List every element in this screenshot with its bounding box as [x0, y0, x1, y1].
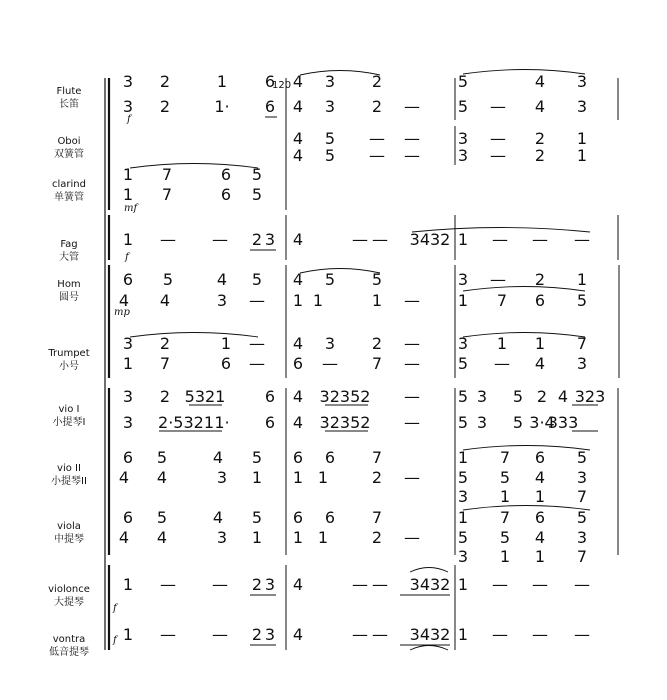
- dash-extension: —: [249, 354, 265, 373]
- note: 7: [576, 334, 588, 353]
- instrument-label-2: [30, 178, 108, 204]
- note: 4: [292, 129, 304, 148]
- note: 7: [576, 547, 588, 566]
- note: 3: [576, 354, 588, 373]
- instrument-name-cn: 小号: [59, 361, 79, 372]
- note: 1: [499, 547, 511, 566]
- note: 3: [576, 97, 588, 116]
- note: 3432: [409, 575, 451, 594]
- dash-extension: —: [404, 354, 420, 373]
- note: 5: [499, 468, 511, 487]
- note: 4: [156, 468, 168, 487]
- dash-extension: —: [532, 625, 548, 644]
- note: 4: [212, 508, 224, 527]
- note: 1: [499, 487, 511, 506]
- note: 4: [534, 97, 546, 116]
- instrument-name: viola: [57, 521, 81, 532]
- tempo-mark: 120: [272, 80, 292, 91]
- note: 7: [159, 354, 171, 373]
- instrument-name-cn: 大提琴: [54, 597, 84, 608]
- dynamic-mark: mf: [124, 203, 138, 214]
- instrument-name: vontra: [52, 634, 86, 645]
- note: 2: [159, 334, 171, 353]
- slur: [130, 164, 258, 169]
- note: 1: [371, 291, 383, 310]
- dash-extension: —: [492, 230, 508, 249]
- note: 4: [292, 270, 304, 289]
- dash-extension: —: [369, 146, 385, 165]
- note: 1: [457, 448, 469, 467]
- note: 5: [156, 508, 168, 527]
- note: 1: [251, 468, 263, 487]
- instrument-label-5: [30, 347, 108, 373]
- slur: [463, 70, 585, 75]
- note: 4: [292, 230, 304, 249]
- instrument-name-cn: 长笛: [59, 99, 79, 110]
- note: 5: [457, 468, 469, 487]
- note: 6: [264, 387, 276, 406]
- note: 5: [576, 508, 588, 527]
- note: 5: [251, 165, 263, 184]
- note: 5: [457, 413, 469, 432]
- note: 1: [122, 575, 134, 594]
- dynamic-mark: f: [113, 635, 117, 646]
- note: 2: [536, 387, 548, 406]
- note: 4: [159, 291, 171, 310]
- note: 4: [156, 528, 168, 547]
- note: 4: [534, 468, 546, 487]
- note: 4: [292, 146, 304, 165]
- note: 3: [576, 468, 588, 487]
- note: 5: [576, 291, 588, 310]
- note: 5: [251, 508, 263, 527]
- instrument-name: Oboi: [57, 136, 81, 147]
- note: 2: [159, 72, 171, 91]
- dash-extension: —: [160, 230, 176, 249]
- note: 5: [162, 270, 174, 289]
- dash-extension: —: [492, 575, 508, 594]
- dash-extension: —: [490, 270, 506, 289]
- note: 4: [292, 97, 304, 116]
- note: 3: [324, 334, 336, 353]
- note: 7: [371, 354, 383, 373]
- note: 6: [264, 72, 276, 91]
- note: 7: [576, 487, 588, 506]
- note: 7: [496, 291, 508, 310]
- note: 6: [122, 508, 134, 527]
- instrument-label-8: [30, 520, 108, 546]
- note: 6: [264, 97, 276, 116]
- note: 1·: [214, 413, 230, 432]
- note: 6: [292, 448, 304, 467]
- note: 2: [371, 528, 383, 547]
- note: 3: [264, 625, 276, 644]
- instrument-name: Hom: [57, 279, 81, 290]
- dash-extension: —: [212, 575, 228, 594]
- note: 1: [317, 528, 329, 547]
- note: 5321: [184, 387, 226, 406]
- note: 1: [576, 129, 588, 148]
- note: 3: [457, 487, 469, 506]
- instrument-label-6: [30, 403, 108, 429]
- note: 2: [534, 270, 546, 289]
- note: 5: [371, 270, 383, 289]
- note: 4: [292, 72, 304, 91]
- note: 1: [220, 334, 232, 353]
- note: 6: [292, 354, 304, 373]
- note: 4: [118, 528, 130, 547]
- note: 3: [457, 129, 469, 148]
- note: 6: [122, 448, 134, 467]
- note: 3: [122, 387, 134, 406]
- note: 2: [371, 97, 383, 116]
- dash-extension: —: [352, 230, 368, 249]
- dash-extension: —: [404, 387, 420, 406]
- note: 2: [371, 334, 383, 353]
- dash-extension: —: [490, 129, 506, 148]
- note: 1: [534, 487, 546, 506]
- dash-extension: —: [160, 625, 176, 644]
- note: 6: [534, 448, 546, 467]
- dash-extension: —: [490, 146, 506, 165]
- dash-extension: —: [404, 334, 420, 353]
- note: 7: [371, 448, 383, 467]
- dash-extension: —: [352, 575, 368, 594]
- note: 3: [264, 575, 276, 594]
- dash-extension: —: [352, 625, 368, 644]
- dash-extension: —: [249, 334, 265, 353]
- note: 3: [264, 230, 276, 249]
- note: 32352: [319, 387, 371, 406]
- note: 5: [457, 97, 469, 116]
- instrument-label-3: [30, 238, 108, 264]
- note: 4: [534, 72, 546, 91]
- note: 2: [251, 230, 263, 249]
- note: 5: [457, 387, 469, 406]
- dash-extension: —: [212, 625, 228, 644]
- note: 1: [122, 625, 134, 644]
- instrument-name-cn: 低音提琴: [49, 647, 89, 658]
- dash-extension: —: [372, 230, 388, 249]
- note: 32352: [319, 413, 371, 432]
- note: 2: [534, 129, 546, 148]
- slur: [410, 568, 448, 573]
- note: 1·: [214, 97, 230, 116]
- instrument-name: Flute: [56, 86, 82, 97]
- note: 5: [457, 528, 469, 547]
- slur: [300, 71, 380, 76]
- slur: [463, 287, 585, 292]
- note: 7: [499, 508, 511, 527]
- note: 3: [122, 413, 134, 432]
- dash-extension: —: [532, 575, 548, 594]
- dash-extension: —: [212, 230, 228, 249]
- note: 2·5321: [158, 413, 214, 432]
- note: 1: [457, 625, 469, 644]
- slur: [300, 269, 380, 274]
- note: 1: [122, 230, 134, 249]
- note: 5: [457, 354, 469, 373]
- dash-extension: —: [404, 146, 420, 165]
- instrument-label-9: [30, 583, 108, 609]
- note: 4: [118, 291, 130, 310]
- note: 5: [512, 387, 524, 406]
- note: 1: [457, 291, 469, 310]
- instrument-label-0: [30, 85, 108, 111]
- note: 2: [159, 387, 171, 406]
- note: 3·4: [529, 413, 555, 432]
- note: 3: [122, 72, 134, 91]
- dash-extension: —: [404, 291, 420, 310]
- note: 6: [220, 165, 232, 184]
- slur: [130, 333, 258, 338]
- note: 1: [534, 547, 546, 566]
- note: 3432: [409, 625, 451, 644]
- note: 2: [251, 625, 263, 644]
- note: 1: [457, 575, 469, 594]
- note: 1: [496, 334, 508, 353]
- dash-extension: —: [404, 129, 420, 148]
- dash-extension: —: [574, 625, 590, 644]
- note: 1: [457, 508, 469, 527]
- slur: [410, 646, 448, 651]
- dynamic-mark: f: [113, 603, 117, 614]
- note: 4: [292, 575, 304, 594]
- note: 3: [457, 270, 469, 289]
- note: 5: [499, 528, 511, 547]
- note: 1: [216, 72, 228, 91]
- instrument-label-4: [30, 278, 108, 304]
- note: 7: [371, 508, 383, 527]
- note: 2: [251, 575, 263, 594]
- note: 1: [292, 528, 304, 547]
- dash-extension: —: [160, 575, 176, 594]
- instrument-name-cn: 小提琴I: [52, 417, 86, 428]
- note: 6: [324, 448, 336, 467]
- note: 5: [576, 448, 588, 467]
- instrument-name-cn: 小提琴II: [51, 476, 87, 487]
- note: 323: [574, 387, 606, 406]
- note: 3: [576, 528, 588, 547]
- note: 5: [251, 448, 263, 467]
- instrument-name: Trumpet: [48, 348, 90, 359]
- note: 5: [324, 146, 336, 165]
- note: 2: [534, 146, 546, 165]
- note: 2: [371, 468, 383, 487]
- note: 1: [251, 528, 263, 547]
- slur: [463, 333, 585, 338]
- note: 3: [457, 146, 469, 165]
- note: 1: [534, 334, 546, 353]
- instrument-name-cn: 圆号: [59, 292, 79, 303]
- note: 1: [292, 468, 304, 487]
- dynamic-mark: mp: [114, 307, 130, 318]
- instrument-name: violonce: [48, 584, 90, 595]
- note: 3: [122, 334, 134, 353]
- note: 7: [161, 185, 173, 204]
- note: 7: [499, 448, 511, 467]
- dash-extension: —: [574, 230, 590, 249]
- note: 5: [251, 270, 263, 289]
- instrument-name: clarind: [52, 179, 86, 190]
- note: 4: [557, 387, 569, 406]
- dash-extension: —: [369, 129, 385, 148]
- note: 3432: [409, 230, 451, 249]
- slur: [463, 506, 590, 511]
- note: 6: [220, 354, 232, 373]
- note: 5: [156, 448, 168, 467]
- note: 6: [292, 508, 304, 527]
- note: 3: [457, 334, 469, 353]
- note: 5: [512, 413, 524, 432]
- note: 333: [547, 413, 579, 432]
- dash-extension: —: [404, 97, 420, 116]
- instrument-label-1: [30, 135, 108, 161]
- note: 3: [324, 97, 336, 116]
- note: 1: [122, 354, 134, 373]
- note: 4: [292, 625, 304, 644]
- note: 1: [457, 230, 469, 249]
- instrument-name-cn: 双簧管: [54, 149, 84, 160]
- dash-extension: —: [404, 528, 420, 547]
- note: 3: [216, 291, 228, 310]
- dash-extension: —: [404, 413, 420, 432]
- note: 2: [371, 72, 383, 91]
- note: 7: [161, 165, 173, 184]
- note: 6: [534, 291, 546, 310]
- instrument-label-10: [30, 633, 108, 659]
- note: 4: [118, 468, 130, 487]
- instrument-name-cn: 单簧管: [54, 192, 84, 203]
- instrument-label-7: [30, 462, 108, 488]
- note: 1: [122, 165, 134, 184]
- note: 2: [159, 97, 171, 116]
- note: 4: [292, 387, 304, 406]
- dash-extension: —: [574, 575, 590, 594]
- note: 6: [324, 508, 336, 527]
- dash-extension: —: [490, 97, 506, 116]
- instrument-name: Fag: [60, 239, 78, 250]
- note: 6: [534, 508, 546, 527]
- note: 6: [220, 185, 232, 204]
- note: 4: [212, 448, 224, 467]
- note: 4: [216, 270, 228, 289]
- note: 1: [122, 185, 134, 204]
- instrument-name: vio II: [57, 463, 81, 474]
- note: 3: [216, 468, 228, 487]
- note: 3: [576, 72, 588, 91]
- note: 4: [292, 334, 304, 353]
- note: 4: [292, 413, 304, 432]
- slur: [463, 446, 590, 451]
- dash-extension: —: [322, 354, 338, 373]
- note: 3: [216, 528, 228, 547]
- dash-extension: —: [372, 575, 388, 594]
- note: 3: [122, 97, 134, 116]
- note: 1: [312, 291, 324, 310]
- note: 5: [457, 72, 469, 91]
- note: 4: [534, 528, 546, 547]
- note: 6: [264, 413, 276, 432]
- note: 5: [324, 270, 336, 289]
- dash-extension: —: [372, 625, 388, 644]
- note: 1: [576, 146, 588, 165]
- note: 6: [122, 270, 134, 289]
- instrument-name: vio I: [58, 404, 80, 415]
- note: 1: [576, 270, 588, 289]
- dynamic-mark: f: [125, 252, 129, 263]
- note: 4: [534, 354, 546, 373]
- dash-extension: —: [494, 354, 510, 373]
- note: 5: [324, 129, 336, 148]
- instrument-name-cn: 大管: [59, 252, 79, 263]
- dynamic-mark: f: [127, 114, 131, 125]
- note: 3: [476, 387, 488, 406]
- dash-extension: —: [249, 291, 265, 310]
- note: 1: [317, 468, 329, 487]
- dash-extension: —: [532, 230, 548, 249]
- note: 3: [457, 547, 469, 566]
- note: 3: [476, 413, 488, 432]
- note: 1: [292, 291, 304, 310]
- instrument-name-cn: 中提琴: [54, 534, 84, 545]
- dash-extension: —: [492, 625, 508, 644]
- note: 3: [324, 72, 336, 91]
- dash-extension: —: [404, 468, 420, 487]
- note: 5: [251, 185, 263, 204]
